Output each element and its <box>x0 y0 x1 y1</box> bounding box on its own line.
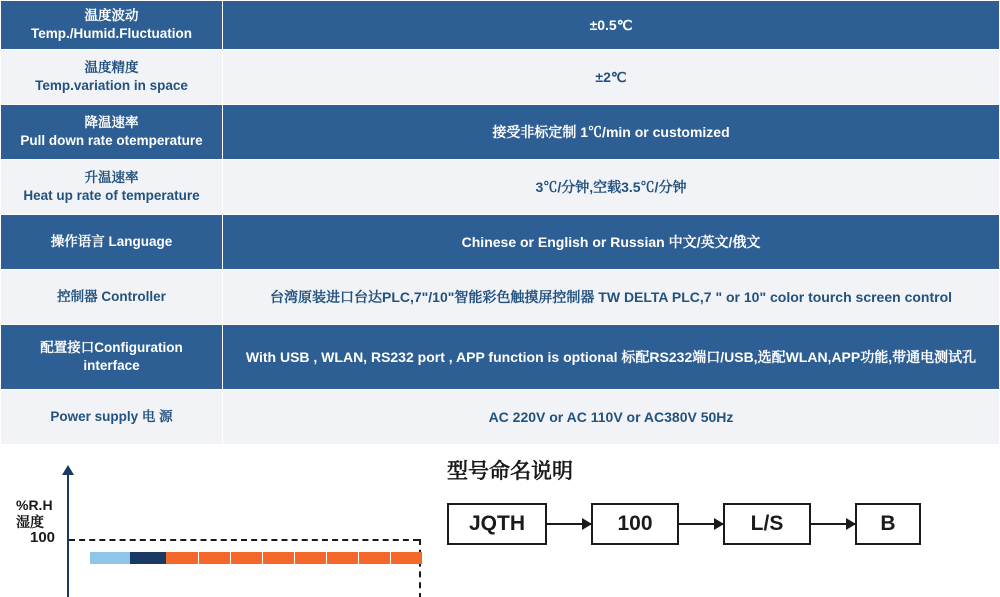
chart-reference-line-vertical <box>419 539 421 597</box>
spec-value-cell: ±2℃ <box>223 50 1000 105</box>
chart-y-axis <box>67 473 69 597</box>
spec-label-en: Temp.variation in space <box>35 78 188 94</box>
chart-y-axis-label <box>16 497 53 531</box>
humidity-chart <box>0 465 440 597</box>
chart-bar-divider <box>198 552 199 564</box>
model-code-box-1: JQTH <box>447 503 547 544</box>
spec-value-cell: Chinese or English or Russian 中文/英文/俄文 <box>223 215 1000 270</box>
flow-arrow-icon <box>679 523 723 525</box>
spec-label-cn: 升温速率 <box>84 170 139 186</box>
spec-label-cell <box>1 215 223 270</box>
spec-label-en: interface <box>83 358 140 374</box>
spec-label-en: Pull down rate otemperature <box>20 133 203 149</box>
spec-label-cn: 温度精度 <box>84 60 139 76</box>
chart-bar-segment-mid <box>130 552 166 564</box>
table-row <box>1 160 1000 215</box>
spec-label-cell <box>1 105 223 160</box>
spec-label-cell <box>1 270 223 325</box>
flow-arrow-icon <box>547 523 591 525</box>
model-naming-flow <box>447 503 1000 544</box>
spec-label-cell <box>1 1 223 50</box>
chart-bar-divider <box>358 552 359 564</box>
chart-y-tick-100: 100 <box>30 529 56 547</box>
spec-value-cell: 台湾原装进口台达PLC,7"/10"智能彩色触摸屏控制器 TW DELTA PLC,7 " or 10" color tourch screen control <box>223 270 1000 325</box>
spec-value-cell: 接受非标定制 1℃/min or customized <box>223 105 1000 160</box>
spec-label-cell <box>1 50 223 105</box>
table-row <box>1 50 1000 105</box>
table-row <box>1 1 1000 50</box>
spec-label-en: 操作语言 Language <box>50 234 173 250</box>
chart-bar-divider <box>230 552 231 564</box>
model-naming-section <box>447 455 1000 544</box>
spec-label-cn: 温度波动 <box>84 8 139 23</box>
chart-bar-divider <box>294 552 295 564</box>
lower-section <box>0 445 1000 597</box>
spec-value-cell: AC 220V or AC 110V or AC380V 50Hz <box>223 390 1000 445</box>
spec-label-cn: 降温速率 <box>84 115 139 131</box>
spec-value-cell: ±0.5℃ <box>223 1 1000 50</box>
spec-label-en: 控制器 Controller <box>57 289 166 305</box>
chart-bar-divider <box>326 552 327 564</box>
spec-label-en: Temp./Humid.Fluctuation <box>31 26 192 42</box>
spec-label-cell <box>1 390 223 445</box>
flow-arrow-icon <box>811 523 855 525</box>
chart-y-axis-label-line2: 湿度 <box>16 514 44 531</box>
model-code-box-4: B <box>855 503 921 544</box>
table-row <box>1 215 1000 270</box>
chart-reference-line <box>69 539 419 541</box>
spec-label-cn: 配置接口Configuration <box>40 340 183 356</box>
chart-bar-divider <box>390 552 391 564</box>
chart-y-axis-label-line1: %R.H <box>16 497 53 514</box>
chart-bar-divider <box>262 552 263 564</box>
model-code-box-2: 100 <box>591 503 679 544</box>
spec-label-en: Heat up rate of temperature <box>23 188 200 204</box>
chart-bar-segment-low <box>90 552 130 564</box>
table-row <box>1 325 1000 390</box>
table-row <box>1 390 1000 445</box>
model-naming-title: 型号命名说明 <box>447 460 573 484</box>
model-code-box-3: L/S <box>723 503 811 544</box>
spec-value-cell: With USB , WLAN, RS232 port , APP function is optional 标配RS232端口/USB,选配WLAN,APP功能,带通电测试孔 <box>223 325 1000 390</box>
spec-label-cell <box>1 160 223 215</box>
spec-label-en: Power supply 电 源 <box>50 409 173 425</box>
spec-label-cell <box>1 325 223 390</box>
specification-table-body <box>1 1 1000 445</box>
table-row <box>1 270 1000 325</box>
spec-value-cell: 3℃/分钟,空载3.5℃/分钟 <box>223 160 1000 215</box>
table-row <box>1 105 1000 160</box>
